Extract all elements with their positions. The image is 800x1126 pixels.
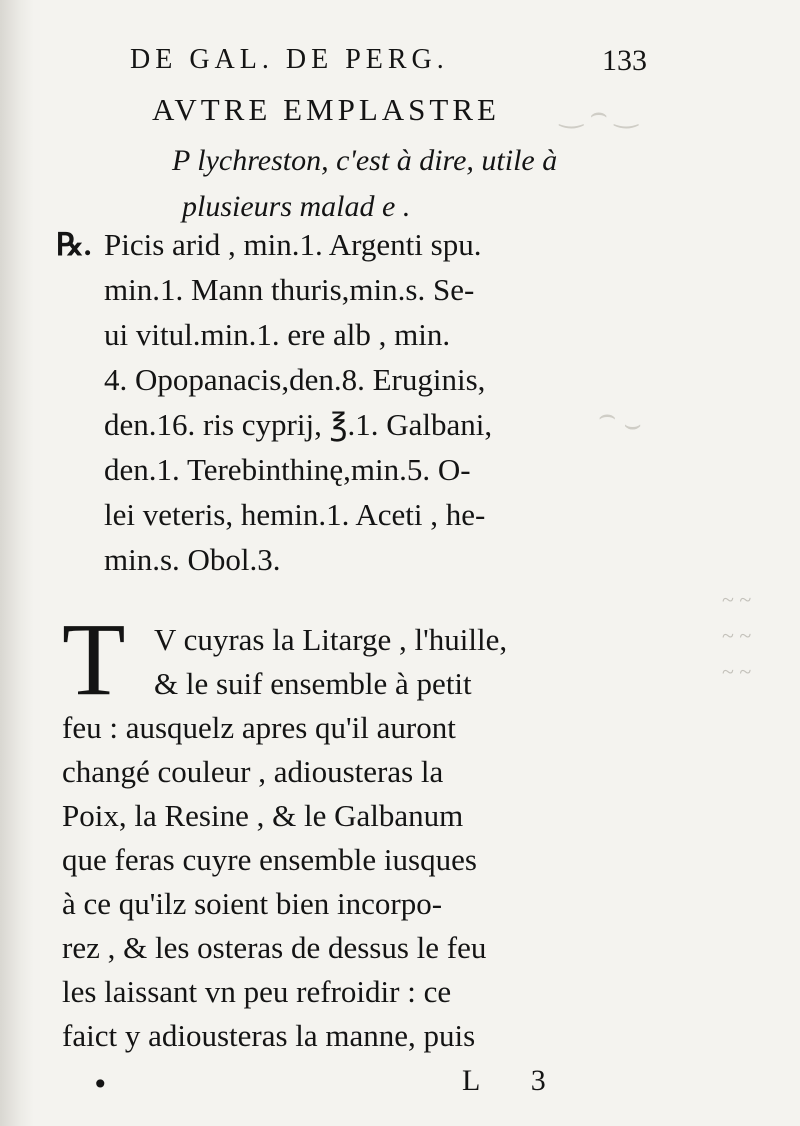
recipe-line: den.16. ris cyprij, ℥.1. Galbani, bbox=[104, 407, 493, 442]
bleed-through: ‿ ⌢ ‿ bbox=[560, 98, 638, 129]
recipe-line: den.1. Terebinthinę,min.5. O- bbox=[104, 452, 471, 487]
running-head: DE GAL. DE PERG. bbox=[130, 44, 449, 75]
recipe-line: lei veteris, hemin.1. Aceti , he- bbox=[104, 497, 486, 532]
body-line: que feras cuyre ensemble iusques bbox=[62, 842, 477, 877]
rx-symbol: ℞. bbox=[56, 227, 92, 262]
recipe-line: min.s. Obol.3. bbox=[104, 542, 281, 577]
body-line: feu : ausquelz apres qu'il auront bbox=[62, 710, 456, 745]
recipe-block bbox=[56, 222, 640, 582]
margin-bleed-note: ~ ~ ~ ~ ~ ~ bbox=[722, 587, 752, 684]
recipe-line: 4. Opopanacis,den.8. Eruginis, bbox=[104, 362, 486, 397]
body-line: les laissant vn peu refroidir : ce bbox=[62, 974, 452, 1009]
page-gutter-shadow bbox=[0, 0, 34, 1126]
body-paragraph bbox=[62, 618, 642, 1058]
section-title: AVTRE EMPLASTRE bbox=[152, 92, 500, 127]
recipe-text: Picis arid , min.1. Argenti spu. bbox=[104, 227, 482, 262]
subtitle-line: plusieurs malad e . bbox=[182, 190, 411, 223]
signature-mark: L 3 bbox=[462, 1064, 568, 1097]
page-number: 133 bbox=[602, 44, 647, 77]
body-line: V cuyras la Litarge , l'huille, bbox=[154, 622, 508, 657]
footer-dot: • bbox=[92, 1068, 109, 1101]
recipe-line: min.1. Mann thuris,min.s. Se- bbox=[104, 272, 475, 307]
body-line: Poix, la Resine , & le Galbanum bbox=[62, 798, 464, 833]
subtitle-line: P lychreston, c'est à dire, utile à bbox=[172, 144, 558, 177]
body-line: changé couleur , adiousteras la bbox=[62, 754, 444, 789]
body-line: faict y adiousteras la manne, puis bbox=[62, 1018, 476, 1053]
body-line: à ce qu'ilz soient bien incorpo- bbox=[62, 886, 443, 921]
body-line: & le suif ensemble à petit bbox=[154, 666, 472, 701]
body-line: rez , & les osteras de dessus le feu bbox=[62, 930, 487, 965]
recipe-line bbox=[56, 222, 640, 267]
drop-cap: T bbox=[62, 602, 126, 717]
recipe-line: ui vitul.min.1. ere alb , min. bbox=[104, 317, 451, 352]
section-subtitle bbox=[172, 138, 642, 230]
bleed-through: ⌢ ‿ bbox=[598, 400, 642, 431]
